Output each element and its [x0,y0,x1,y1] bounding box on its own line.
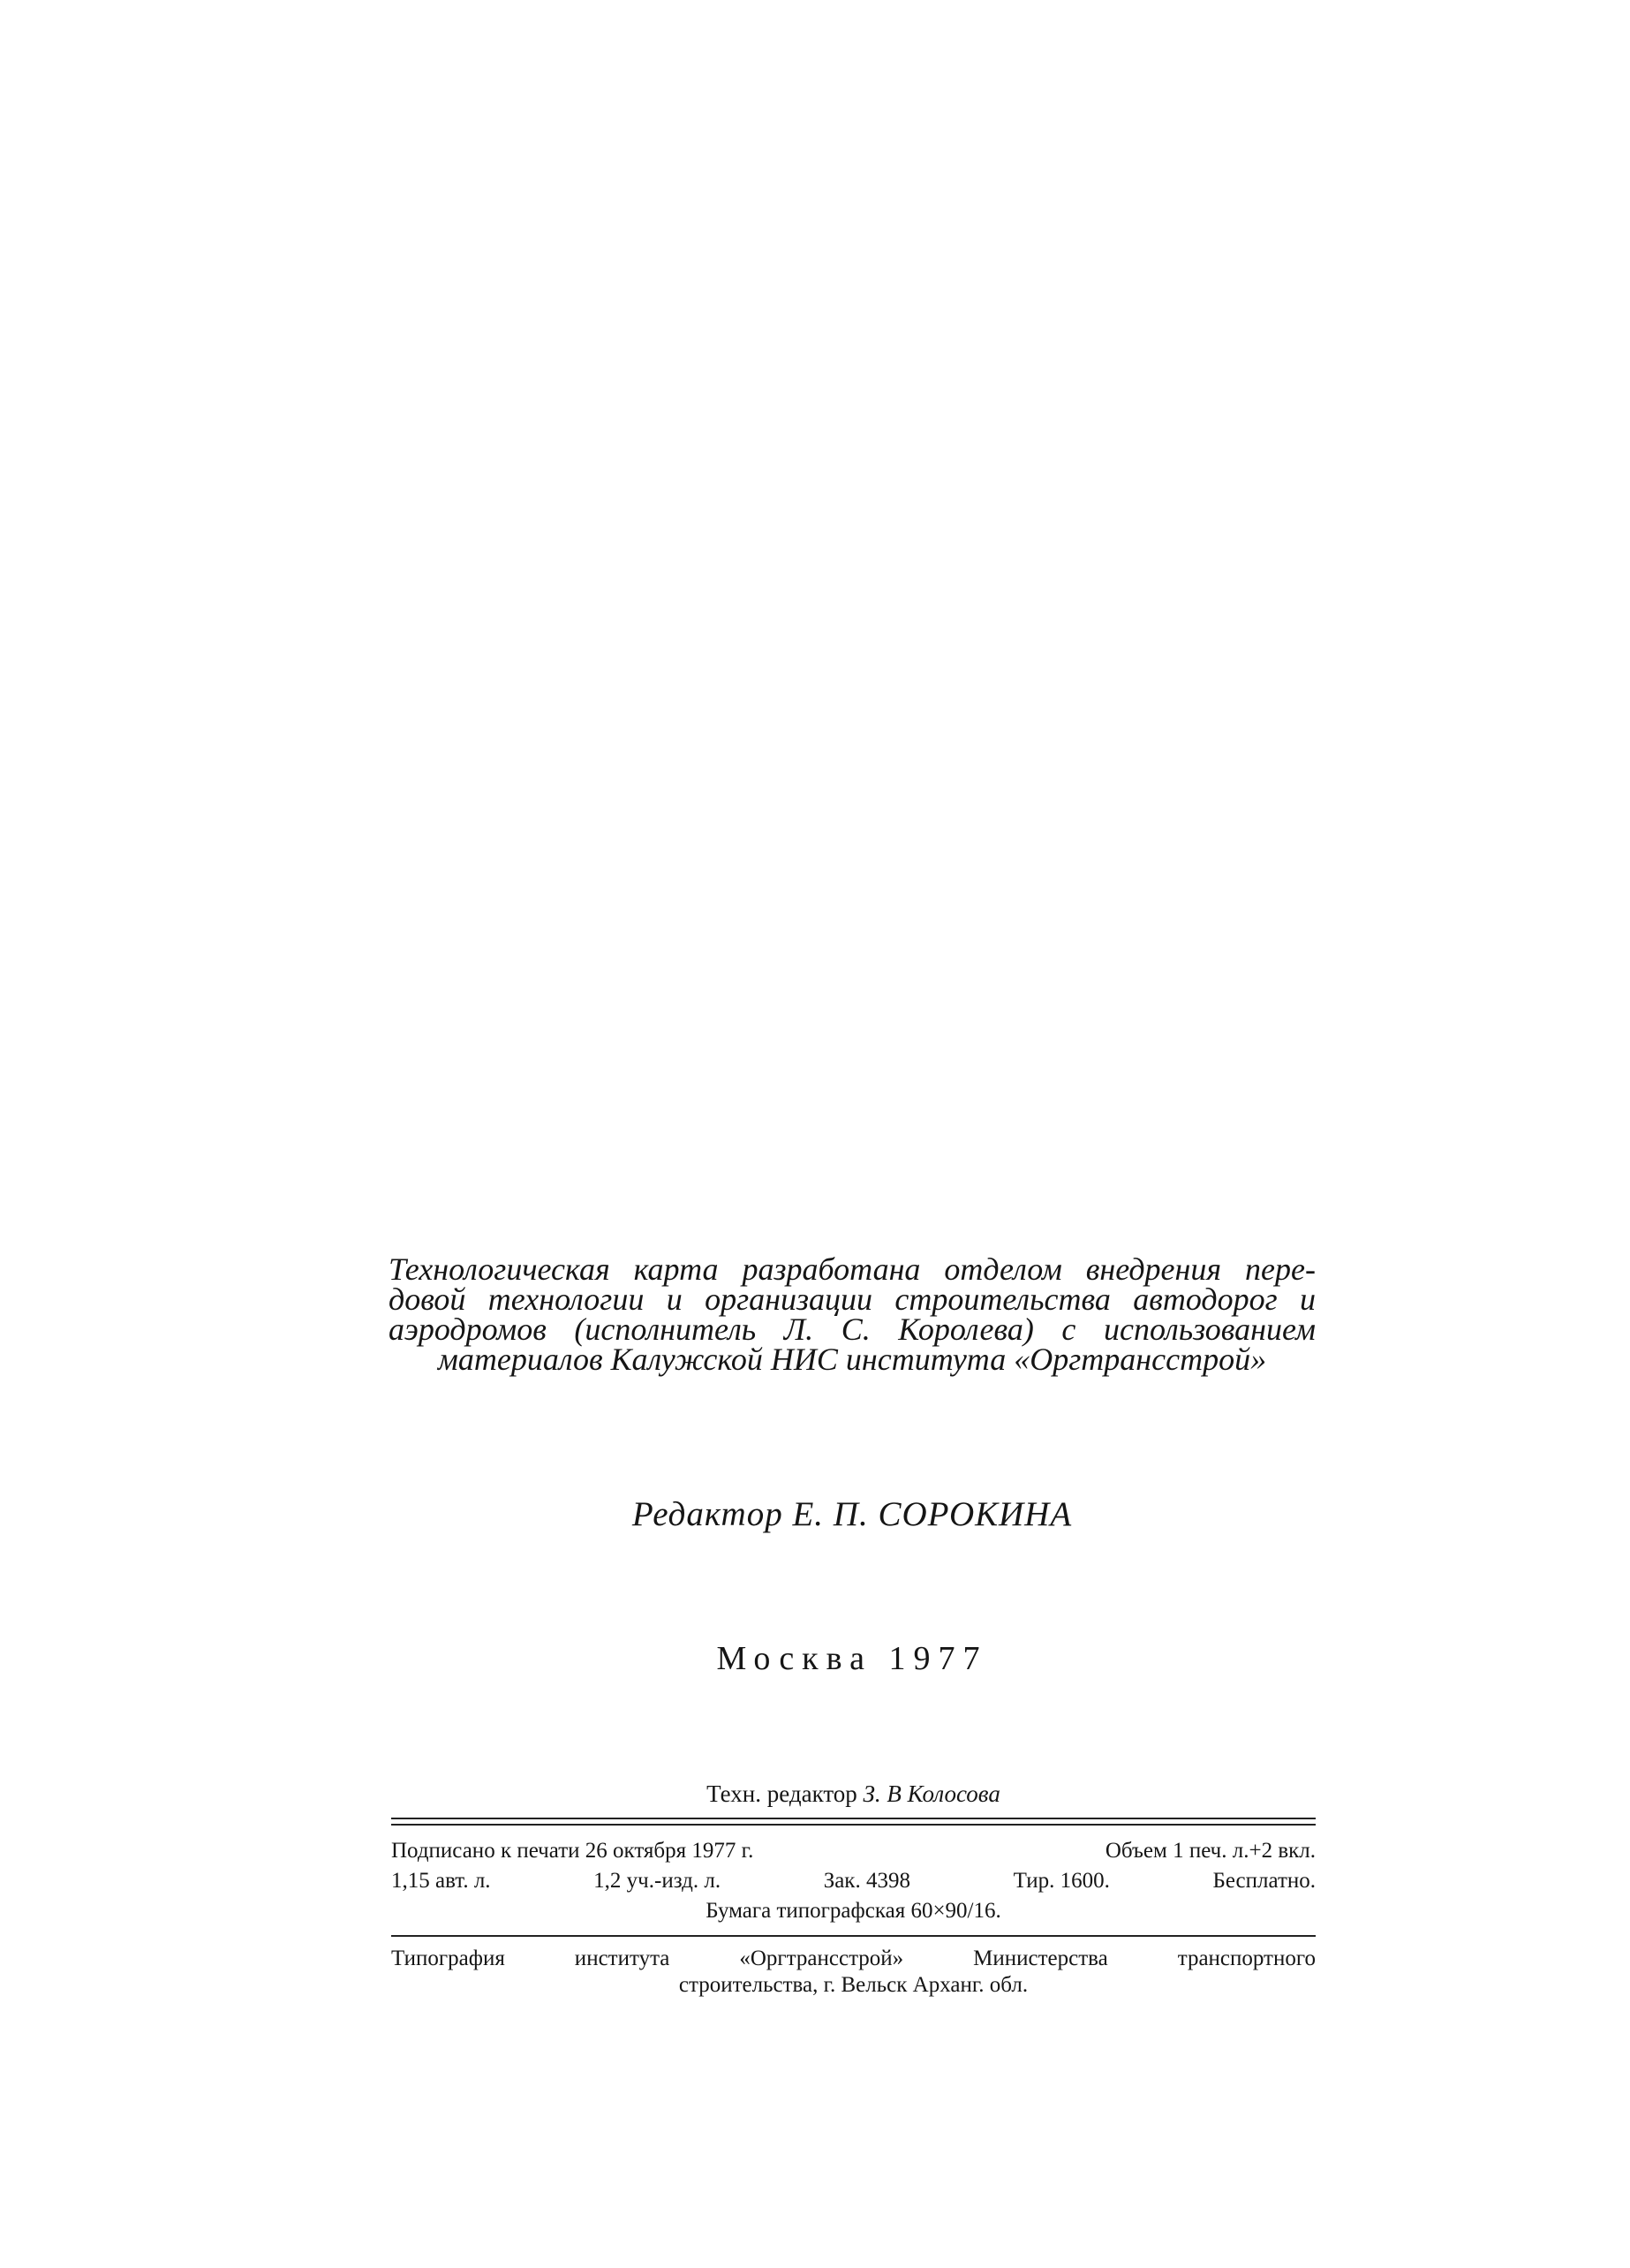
print-run: Тир. 1600. [1013,1869,1110,1893]
authors-sheets: 1,15 авт. л. [391,1869,491,1893]
tech-editor-credit [391,1779,1316,1814]
order-number: Зак. 4398 [823,1869,910,1893]
price: Бесплатно. [1212,1869,1316,1893]
colophon [391,1779,1316,1999]
colophon-row-sheets [391,1866,1316,1896]
credits-line-3: аэродромов (исполнитель Л. С. Королева) с использованием [389,1312,1316,1347]
publishing-sheets: 1,2 уч.-изд. л. [593,1869,721,1893]
signed-for-print: Подписано к печати 26 октября 1977 г. [391,1839,754,1863]
tech-editor-label: Техн. редактор [706,1780,857,1807]
volume: Объем 1 печ. л.+2 вкл. [1105,1839,1316,1863]
tech-editor-name: З. В Колосова [863,1780,1000,1807]
credits-line-2: довой технологии и организации строительства автодорог и [389,1281,1316,1317]
credits-paragraph [389,1251,1316,1377]
double-rule-divider [391,1818,1316,1826]
credits-line-4: материалов Калужской НИС института «Оргтрансстрой» [437,1342,1267,1377]
paper-format: Бумага типографская 60×90/16. [706,1899,1001,1923]
printer-line-2: строительства, г. Вельск Арханг. обл. [678,1973,1029,1997]
credits-line-1: Технологическая карта разработана отделом внедрения пере- [389,1251,1316,1287]
colophon-row-paper [391,1896,1316,1926]
colophon-row-signing [391,1836,1316,1866]
single-rule-divider [391,1935,1316,1937]
city-year: Москва 1977 [716,1640,988,1677]
editor-credit: Редактор Е. П. СОРОКИНА [631,1495,1073,1533]
printer-line-1: Типография института «Оргтрансстрой» Министерства транспортного [391,1947,1316,1970]
